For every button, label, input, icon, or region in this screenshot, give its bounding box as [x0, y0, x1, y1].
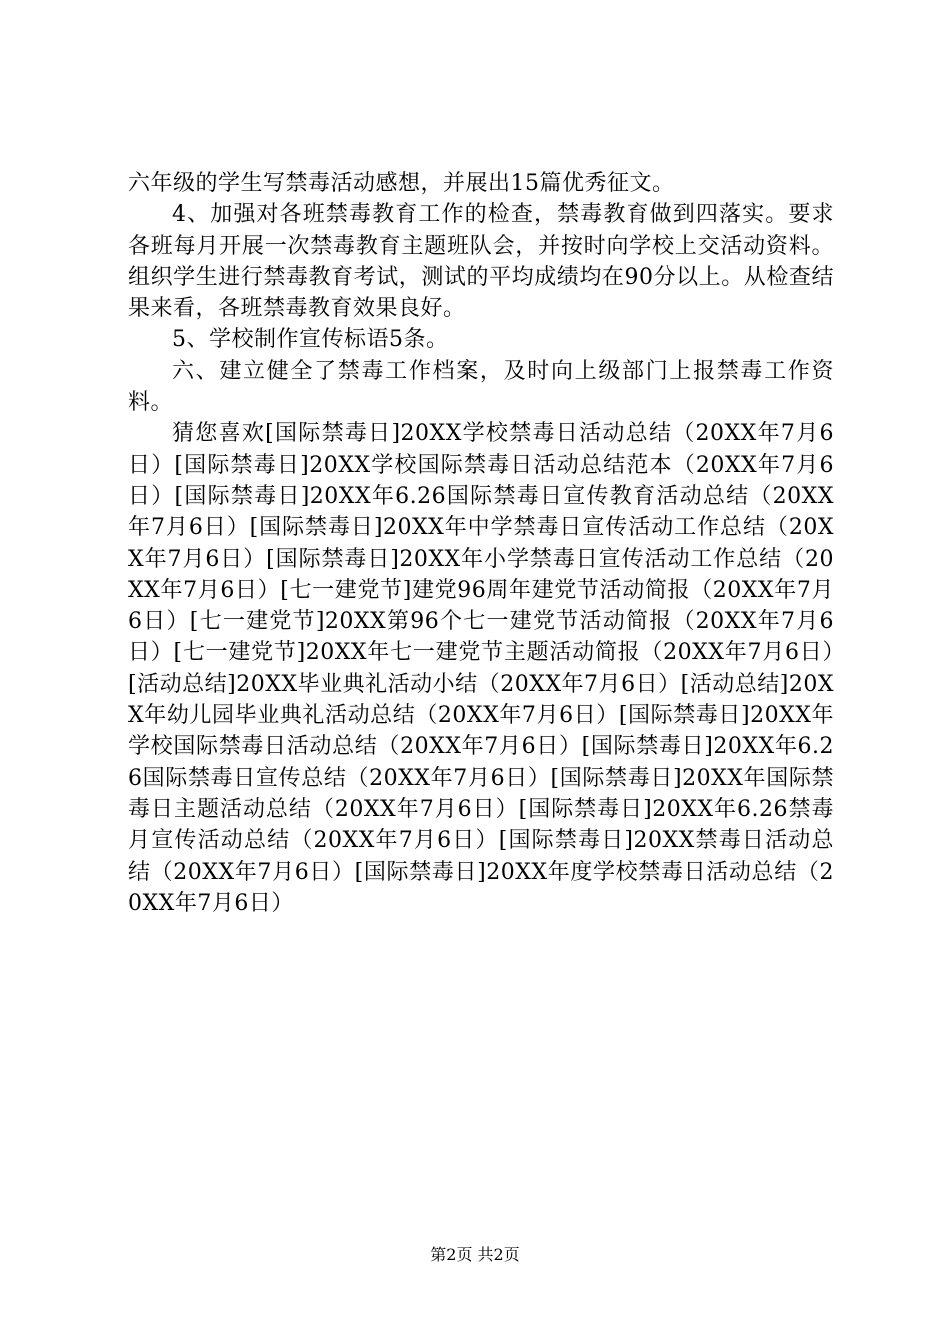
- page-number-footer: 第2页 共2页: [430, 1245, 520, 1264]
- paragraph-slogans: 5、学校制作宣传标语5条。: [172, 327, 449, 353]
- paragraph-class-inspection: 4、加强对各班禁毒教育工作的检查，禁毒教育做到四落实。要求各班每月开展一次禁毒教育主题班队会，并按时向学校上交活动资料。组织学生进行禁毒教育考试，测试的平均成绩均在90分以上。从检查结果来看，各班禁毒教育效果良好。: [128, 202, 834, 322]
- paragraph-archives: 六、建立健全了禁毒工作档案，及时向上级部门上报禁毒工作资料。: [128, 358, 834, 416]
- paragraph-recommendations: 猜您喜欢[国际禁毒日]20XX学校禁毒日活动总结（20XX年7月6日）[国际禁毒日]20XX学校国际禁毒日活动总结范本（20XX年7月6日）[国际禁毒日]20XX年6.26国际禁毒日宣传教育活动总结（20XX年7月6日）[国际禁毒日]20XX年中学禁毒日宣传活动工作总结（20XX年7月6日）[国际禁毒日]20XX年小学禁毒日宣传活动工作总结（20XX年7月6日）[七一建党节]建党96周年建党节活动简报（20XX年7月6日）[七一建党节]20XX第96个七一建党节活动简报（20XX年7月6日）[七一建党节]20XX年七一建党节主题活动简报（20XX年7月6日）[活动总结]20XX毕业典礼活动小结（20XX年7月6日）[活动总结]20XX年幼儿园毕业典礼活动总结（20XX年7月6日）[国际禁毒日]20XX年学校国际禁毒日活动总结（20XX年7月6日）[国际禁毒日]20XX年6.26国际禁毒日宣传总结（20XX年7月6日）[国际禁毒日]20XX年国际禁毒日主题活动总结（20XX年7月6日）[国际禁毒日]20XX年6.26禁毒月宣传活动总结（20XX年7月6日）[国际禁毒日]20XX禁毒日活动总结（20XX年7月6日）[国际禁毒日]20XX年度学校禁毒日活动总结（20XX年7月6日）: [128, 421, 834, 916]
- document-body: [128, 168, 834, 919]
- paragraph-student-essays: 六年级的学生写禁毒活动感想，并展出15篇优秀征文。: [128, 171, 675, 196]
